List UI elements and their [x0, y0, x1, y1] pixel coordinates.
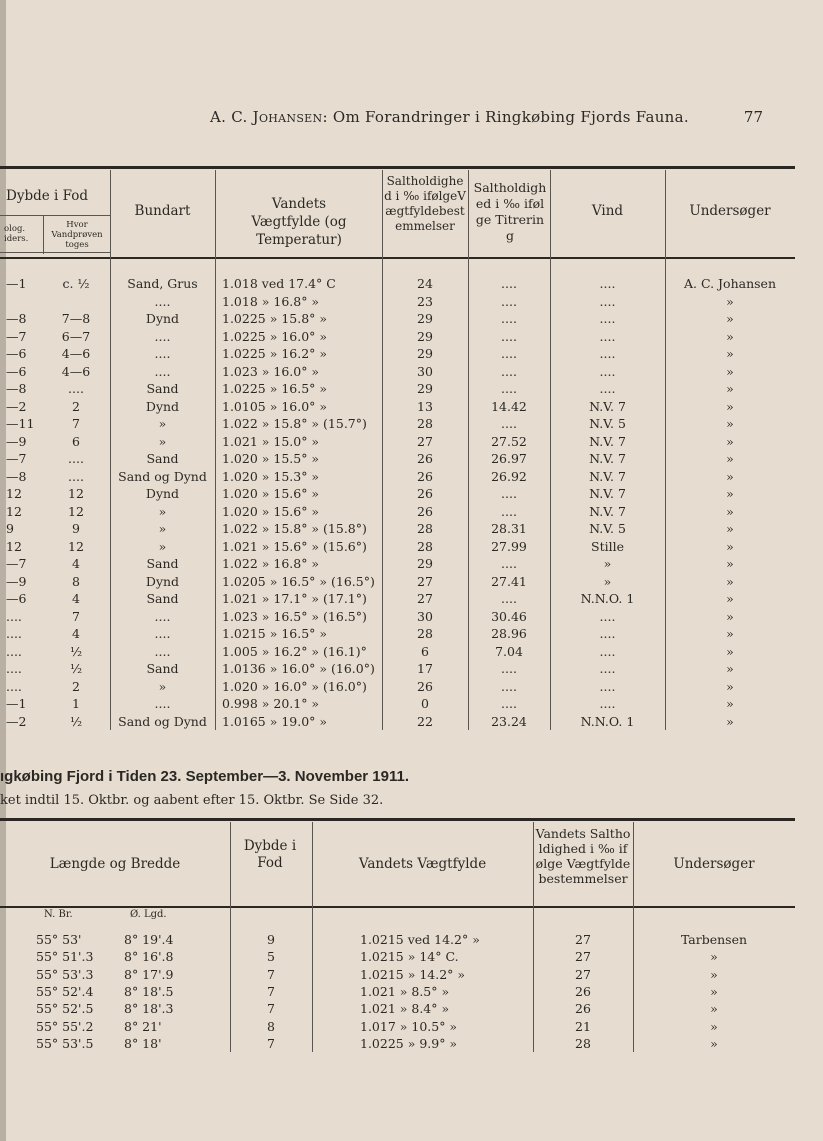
- t1-cell-a: 12: [6, 486, 22, 501]
- t2-cell-vf: 1.0215 ved 14.2° »: [360, 932, 480, 947]
- t1-cell-sv: 17: [417, 661, 433, 676]
- t1-cell-und: »: [726, 521, 734, 536]
- t1-cell-b: 4: [72, 556, 80, 571]
- t1-cell-b: ½: [69, 643, 83, 659]
- t1-cell-a: —8: [6, 468, 27, 484]
- t2-cell-dybde: 7: [267, 1035, 275, 1051]
- t2-cell-und: »: [710, 1018, 718, 1034]
- t1-cell-b: 2: [72, 678, 80, 694]
- t1-cell-st: 14.42: [491, 398, 527, 414]
- t1-cell-a: —2: [6, 713, 27, 729]
- t1-cell-sv: 28: [417, 521, 433, 536]
- t1-cell-bund: ....: [154, 608, 171, 624]
- t2-cell-olgd: 8° 16'.8: [124, 949, 174, 965]
- t1-cell-vind: N.V. 7: [589, 451, 626, 466]
- t1-cell-vind: »: [603, 556, 612, 571]
- t1-cell-und: »: [726, 556, 734, 571]
- t2-cell-vf: 1.021 » 8.4° »: [360, 1001, 450, 1017]
- t1-cell-bund: »: [158, 503, 167, 519]
- t2-cell-dybde: 7: [267, 966, 275, 982]
- t1-cell-bund: Sand: [146, 381, 179, 396]
- t1-cell-a: —11: [6, 416, 35, 431]
- t1-cell-und: »: [726, 486, 734, 501]
- t1-cell-a: —6: [6, 591, 27, 606]
- section2-subtitle: ket indtil 15. Oktbr. og aabent efter 15. Oktbr. Se Side 32.: [0, 793, 384, 808]
- t2-cell-vf: 1.0215 » 14° C.: [360, 949, 459, 965]
- t1-cell-st: ....: [501, 661, 517, 676]
- t2-cell-olgd: 8° 19'.4: [124, 932, 174, 947]
- t1-cell-vf: 1.018 » 16.8° »: [222, 293, 320, 309]
- t1-cell-b: 7: [72, 608, 80, 624]
- t1-cell-b: 6: [72, 433, 80, 449]
- t1-cell-b: ½: [69, 713, 83, 729]
- t1-cell-vind: ....: [599, 276, 616, 291]
- t1-header-salt-vaegt: Saltholdighed i ‰ ifølgeVægtfyldebestemmelser: [384, 174, 466, 233]
- t2-cell-salt: 21: [575, 1018, 591, 1034]
- t1-cell-a: —7: [6, 451, 27, 466]
- t1-cell-vf: 1.022 » 15.8° » (15.8°): [222, 521, 367, 536]
- t1-cell-b: ....: [68, 451, 84, 466]
- t1-cell-st: ....: [501, 678, 517, 694]
- t1-cell-bund: ....: [154, 643, 171, 659]
- t1-cell-st: 28.31: [491, 521, 527, 536]
- t1-cell-und: »: [726, 468, 734, 484]
- t1-cell-bund: Sand: [146, 661, 179, 676]
- t2-header-dybde: Dybde i Fod: [243, 838, 297, 871]
- t1-cell-bund: Sand: [146, 591, 179, 606]
- t2-header-undersoger: Undersøger: [673, 856, 755, 872]
- t2-cell-dybde: 5: [267, 949, 275, 965]
- t1-cell-b: 6—7: [61, 328, 91, 344]
- t1-cell-bund: ....: [154, 626, 171, 641]
- t1-cell-vind: N.N.O. 1: [580, 591, 635, 606]
- t1-cell-a: 9: [6, 521, 14, 536]
- t1-cell-und: »: [726, 608, 734, 624]
- t2-cell-olgd: 8° 17'.9: [124, 966, 174, 982]
- t1-header-sub-b: Hvor Vandprøven toges: [51, 220, 103, 250]
- header-title-text: : Om Forandringer i Ringkøbing Fjords Fauna.: [322, 108, 689, 126]
- t2-cell-olgd: 8° 21': [124, 1018, 162, 1034]
- t1-cell-st: 30.46: [491, 608, 527, 624]
- t1-header-dybde: Dybde i Fod: [6, 188, 89, 204]
- t1-cell-sv: 27: [417, 433, 433, 449]
- t1-header-bundart: Bundart: [134, 203, 191, 219]
- t1-cell-a: ....: [6, 626, 22, 641]
- t1-cell-sv: 28: [417, 416, 433, 431]
- t1-cell-st: ....: [501, 276, 517, 291]
- t1-cell-bund: Sand, Grus: [127, 276, 198, 291]
- t2-cell-vf: 1.021 » 8.5° »: [360, 983, 450, 999]
- t2-cell-und: Tarbensen: [680, 932, 748, 947]
- t1-cell-vind: ....: [599, 311, 616, 326]
- t1-cell-st: 27.52: [491, 433, 527, 449]
- t1-cell-und: »: [726, 643, 734, 659]
- t1-cell-a: —9: [6, 433, 27, 449]
- t2-cell-dybde: 8: [267, 1018, 275, 1034]
- t1-cell-vf: 1.020 » 15.6° »: [222, 486, 320, 501]
- t1-cell-bund: Dynd: [145, 398, 180, 414]
- t1-cell-und: »: [726, 591, 734, 606]
- t1-cell-b: 1: [72, 696, 80, 711]
- t2-cell-olgd: 8° 18'.5: [124, 983, 174, 999]
- header-title: [210, 108, 689, 126]
- t1-cell-st: ....: [501, 486, 517, 501]
- t1-cell-vf: 1.023 » 16.0° »: [222, 363, 320, 379]
- t1-cell-a: —7: [6, 556, 27, 571]
- table1-dybde-split-rule: [0, 215, 110, 216]
- t1-cell-sv: 30: [417, 608, 433, 624]
- t1-header-sub-a: olog. iders.: [4, 224, 29, 244]
- t1-cell-st: ....: [501, 696, 517, 711]
- t1-cell-vind: Stille: [591, 538, 624, 554]
- t1-cell-a: ....: [6, 643, 22, 659]
- t1-cell-a: —8: [6, 381, 27, 396]
- t1-cell-bund: ....: [154, 696, 171, 711]
- t2-cell-olgd: 8° 18': [124, 1035, 162, 1051]
- t2-cell-dybde: 7: [267, 1001, 275, 1017]
- t2-cell-vf: 1.0215 » 14.2° »: [360, 966, 466, 982]
- t1-cell-und: »: [726, 626, 734, 641]
- t1-cell-b: 8: [72, 573, 80, 589]
- t2-cell-und: »: [710, 1035, 718, 1051]
- t1-cell-sv: 13: [417, 398, 433, 414]
- t1-cell-vind: ....: [599, 643, 616, 659]
- t1-cell-b: ....: [68, 468, 84, 484]
- t1-cell-vind: ....: [599, 293, 616, 309]
- t1-cell-und: »: [726, 416, 734, 431]
- t1-cell-bund: ....: [154, 346, 171, 361]
- t2-cell-und: »: [710, 949, 718, 965]
- t2-cell-nbr: 55° 53': [36, 932, 82, 947]
- table2-header-rule: [0, 906, 795, 908]
- t1-cell-sv: 26: [417, 451, 433, 466]
- t1-cell-und: »: [726, 433, 734, 449]
- page-number: 77: [743, 108, 763, 126]
- t1-cell-vf: 1.0225 » 16.0° »: [222, 328, 328, 344]
- t2-header-laengde: Længde og Bredde: [49, 856, 181, 872]
- t1-cell-bund: Dynd: [145, 573, 180, 589]
- t1-cell-sv: 27: [417, 573, 433, 589]
- t1-cell-bund: »: [158, 416, 167, 431]
- t1-cell-st: 26.97: [491, 451, 527, 466]
- t1-cell-st: ....: [501, 363, 517, 379]
- t1-header-vaegtfylde: Vandets Vægtfylde (og Temperatur): [251, 196, 347, 248]
- t1-cell-vind: N.V. 5: [589, 416, 626, 431]
- t1-cell-sv: 23: [417, 293, 433, 309]
- table1-header-rule: [0, 257, 795, 259]
- t1-cell-vf: 1.021 » 15.0° »: [222, 433, 320, 449]
- t1-cell-sv: 26: [417, 503, 433, 519]
- t1-cell-a: —7: [6, 328, 27, 344]
- table1-subheader-rule: [0, 252, 110, 253]
- t1-cell-sv: 27: [417, 591, 433, 606]
- t1-cell-vf: 1.022 » 15.8° » (15.7°): [222, 416, 367, 431]
- t2-cell-nbr: 55° 53'.5: [36, 1035, 94, 1051]
- t1-cell-vf: 1.023 » 16.5° » (16.5°): [222, 608, 367, 624]
- t1-cell-a: ....: [6, 678, 22, 694]
- t1-cell-a: —1: [6, 696, 27, 711]
- t1-cell-und: »: [726, 293, 734, 309]
- t2-cell-salt: 27: [575, 966, 591, 982]
- t2-header-vaegtfylde: Vandets Vægtfylde: [358, 856, 487, 872]
- t2-subheader-olgd: Ø. Lgd.: [130, 909, 167, 920]
- t1-cell-vf: 1.0165 » 19.0° »: [222, 713, 328, 729]
- t1-cell-st: ....: [501, 503, 517, 519]
- t1-cell-und: »: [726, 696, 734, 711]
- t1-cell-vind: ....: [599, 626, 616, 641]
- t1-cell-vf: 1.020 » 15.3° »: [222, 468, 320, 484]
- t1-cell-und: »: [726, 538, 734, 554]
- t1-cell-vind: N.V. 5: [589, 521, 626, 536]
- t1-cell-und: »: [726, 346, 734, 361]
- t1-cell-sv: 26: [417, 486, 433, 501]
- t1-cell-vind: ....: [599, 661, 616, 676]
- t1-cell-vind: ....: [599, 363, 616, 379]
- t1-cell-und: »: [726, 713, 734, 729]
- t1-cell-vf: 1.0225 » 16.5° »: [222, 381, 328, 396]
- t1-cell-st: 7.04: [495, 643, 523, 659]
- t1-cell-b: 4: [72, 626, 80, 641]
- table1-top-rule: [0, 166, 795, 169]
- t1-cell-st: 26.92: [491, 468, 527, 484]
- t1-cell-st: ....: [501, 556, 517, 571]
- t1-cell-sv: 28: [417, 538, 433, 554]
- t1-cell-sv: 29: [417, 556, 433, 571]
- t1-cell-vf: 1.018 ved 17.4° C: [222, 276, 336, 291]
- t1-cell-und: »: [726, 311, 734, 326]
- t1-cell-a: ....: [6, 608, 22, 624]
- t1-cell-bund: ....: [154, 363, 171, 379]
- t1-cell-vind: ....: [599, 608, 616, 624]
- t1-cell-vf: 1.022 » 16.8° »: [222, 556, 320, 571]
- t2-cell-und: »: [710, 966, 718, 982]
- t1-cell-vind: ....: [599, 328, 616, 344]
- t1-cell-a: 12: [6, 503, 22, 519]
- t1-cell-bund: Sand og Dynd: [118, 468, 207, 484]
- t1-cell-vind: »: [603, 573, 612, 589]
- t1-cell-bund: »: [158, 521, 167, 536]
- t1-cell-b: 4—6: [61, 363, 91, 379]
- t2-cell-nbr: 55° 51'.3: [36, 949, 94, 965]
- t1-cell-st: ....: [501, 346, 517, 361]
- t1-cell-bund: Dynd: [145, 311, 180, 326]
- t1-cell-b: ....: [68, 381, 84, 396]
- t1-cell-sv: 29: [417, 346, 433, 361]
- t1-cell-st: 27.41: [491, 573, 527, 589]
- t1-cell-b: ½: [69, 661, 83, 676]
- t1-cell-st: 28.96: [491, 626, 527, 641]
- t2-cell-salt: 28: [575, 1035, 591, 1051]
- t1-cell-und: »: [726, 328, 734, 344]
- t1-cell-vind: N.V. 7: [589, 433, 626, 449]
- t1-cell-a: —8: [6, 311, 27, 326]
- t1-cell-a: —9: [6, 573, 27, 589]
- t1-cell-vind: ....: [599, 696, 616, 711]
- t1-cell-vf: 1.0225 » 16.2° »: [222, 346, 328, 361]
- t1-cell-und: »: [726, 381, 734, 396]
- t1-cell-b: 7—8: [61, 311, 91, 326]
- t1-cell-vind: ....: [599, 678, 616, 694]
- t1-cell-und: »: [726, 678, 734, 694]
- t1-cell-sv: 30: [417, 363, 433, 379]
- t2-cell-nbr: 55° 53'.3: [36, 966, 94, 982]
- t1-cell-bund: »: [158, 678, 167, 694]
- t1-col-line: [215, 170, 216, 730]
- t1-cell-st: ....: [501, 591, 517, 606]
- t1-cell-sv: 28: [417, 626, 433, 641]
- t1-cell-und: »: [726, 573, 734, 589]
- t1-cell-vf: 1.020 » 16.0° » (16.0°): [222, 678, 367, 694]
- running-header: [0, 108, 823, 130]
- header-author: A. C. Johansen: [210, 108, 323, 126]
- t2-cell-vf: 1.017 » 10.5° »: [360, 1018, 458, 1034]
- t1-cell-b: 9: [72, 521, 80, 536]
- t1-cell-und: »: [726, 503, 734, 519]
- t2-subheader-nbr: N. Br.: [44, 909, 73, 920]
- t1-cell-st: 27.99: [491, 538, 527, 554]
- t1-cell-st: ....: [501, 328, 517, 344]
- t1-cell-und: A. C. Johansen: [684, 276, 776, 291]
- t2-cell-nbr: 55° 55'.2: [36, 1018, 94, 1034]
- t1-cell-sv: 29: [417, 381, 433, 396]
- t1-cell-vind: N.V. 7: [589, 398, 626, 414]
- t1-cell-a: —6: [6, 346, 27, 361]
- t2-cell-vf: 1.0225 » 9.9° »: [360, 1035, 458, 1051]
- t1-subcol-line: [43, 216, 44, 254]
- section2-title: ıgkøbing Fjord i Tiden 23. September—3. November 1911.: [0, 768, 410, 785]
- t2-cell-nbr: 55° 52'.4: [36, 983, 94, 999]
- t1-cell-a: ....: [6, 661, 22, 676]
- t1-cell-a: —6: [6, 363, 27, 379]
- t1-cell-vf: 1.0105 » 16.0° »: [222, 398, 328, 414]
- t1-cell-b: 12: [68, 486, 84, 501]
- t1-cell-bund: Dynd: [145, 486, 180, 501]
- t1-cell-sv: 6: [421, 643, 429, 659]
- t1-cell-vf: 0.998 » 20.1° »: [222, 696, 320, 711]
- t1-cell-und: »: [726, 661, 734, 676]
- t1-cell-b: 12: [68, 503, 84, 519]
- t1-cell-st: ....: [501, 311, 517, 326]
- t1-cell-und: »: [726, 363, 734, 379]
- t1-cell-vf: 1.020 » 15.5° »: [222, 451, 320, 466]
- t1-cell-vind: N.V. 7: [589, 486, 626, 501]
- t1-cell-vind: N.V. 7: [589, 468, 626, 484]
- t1-cell-b: 2: [72, 398, 80, 414]
- t2-cell-dybde: 7: [267, 983, 275, 999]
- table2-top-rule: [0, 818, 795, 821]
- t1-cell-bund: »: [158, 433, 167, 449]
- t2-cell-dybde: 9: [267, 932, 275, 947]
- t1-cell-sv: 0: [421, 696, 429, 711]
- t2-cell-salt: 26: [575, 1001, 591, 1017]
- t1-cell-bund: Sand: [146, 451, 179, 466]
- t1-cell-sv: 26: [417, 468, 433, 484]
- t2-cell-salt: 27: [575, 949, 591, 965]
- t1-cell-bund: ....: [154, 328, 171, 344]
- t2-cell-salt: 27: [575, 932, 591, 947]
- t1-cell-st: ....: [501, 416, 517, 431]
- t2-header-salt: Vandets Saltholdighed i ‰ ifølge Vægtfyldebestemmelser: [535, 826, 631, 886]
- t1-cell-a: —1: [6, 276, 27, 291]
- t1-cell-bund: ....: [154, 293, 171, 309]
- t1-header-vind: Vind: [591, 203, 624, 219]
- t1-cell-sv: 29: [417, 328, 433, 344]
- t2-cell-nbr: 55° 52'.5: [36, 1001, 94, 1017]
- t1-header-salt-titr: Saltholdighed i ‰ ifølge Titrering: [473, 180, 547, 243]
- t1-cell-st: ....: [501, 381, 517, 396]
- t1-cell-sv: 29: [417, 311, 433, 326]
- t1-cell-b: 12: [68, 538, 84, 554]
- t1-cell-vf: 1.020 » 15.6° »: [222, 503, 320, 519]
- t2-cell-salt: 26: [575, 983, 591, 999]
- t1-cell-b: 7: [72, 416, 80, 431]
- t1-cell-vf: 1.021 » 15.6° » (15.6°): [222, 538, 367, 554]
- t2-cell-und: »: [710, 1001, 718, 1017]
- t1-cell-vind: ....: [599, 346, 616, 361]
- t1-cell-sv: 22: [417, 713, 433, 729]
- t1-cell-bund: Sand: [146, 556, 179, 571]
- t1-cell-vf: 1.0215 » 16.5° »: [222, 626, 328, 641]
- t2-cell-und: »: [710, 983, 718, 999]
- t1-cell-vf: 1.021 » 17.1° » (17.1°): [222, 591, 367, 606]
- t1-cell-sv: 26: [417, 678, 433, 694]
- t1-cell-sv: 24: [417, 276, 433, 291]
- t1-cell-vind: N.V. 7: [589, 503, 626, 519]
- t1-cell-vf: 1.0205 » 16.5° » (16.5°): [222, 573, 375, 589]
- t1-cell-a: 12: [6, 538, 22, 554]
- t1-cell-bund: »: [158, 538, 167, 554]
- t1-cell-st: ....: [501, 293, 517, 309]
- t1-cell-st: 23.24: [491, 713, 527, 729]
- t1-cell-vf: 1.0225 » 15.8° »: [222, 311, 328, 326]
- t1-header-undersoger: Undersøger: [689, 203, 771, 219]
- t1-cell-b: 4—6: [61, 346, 91, 361]
- t1-cell-und: »: [726, 398, 734, 414]
- t1-cell-vind: N.N.O. 1: [580, 713, 635, 729]
- t1-cell-vf: 1.0136 » 16.0° » (16.0°): [222, 661, 375, 676]
- t1-cell-b: c. ½: [62, 276, 90, 291]
- t1-cell-b: 4: [72, 591, 80, 606]
- t1-cell-vf: 1.005 » 16.2° » (16.1)°: [222, 643, 367, 659]
- t1-cell-a: —2: [6, 398, 27, 414]
- t1-cell-bund: Sand og Dynd: [118, 713, 207, 729]
- t1-cell-und: »: [726, 451, 734, 466]
- t2-cell-olgd: 8° 18'.3: [124, 1001, 174, 1017]
- t1-cell-vind: ....: [599, 381, 616, 396]
